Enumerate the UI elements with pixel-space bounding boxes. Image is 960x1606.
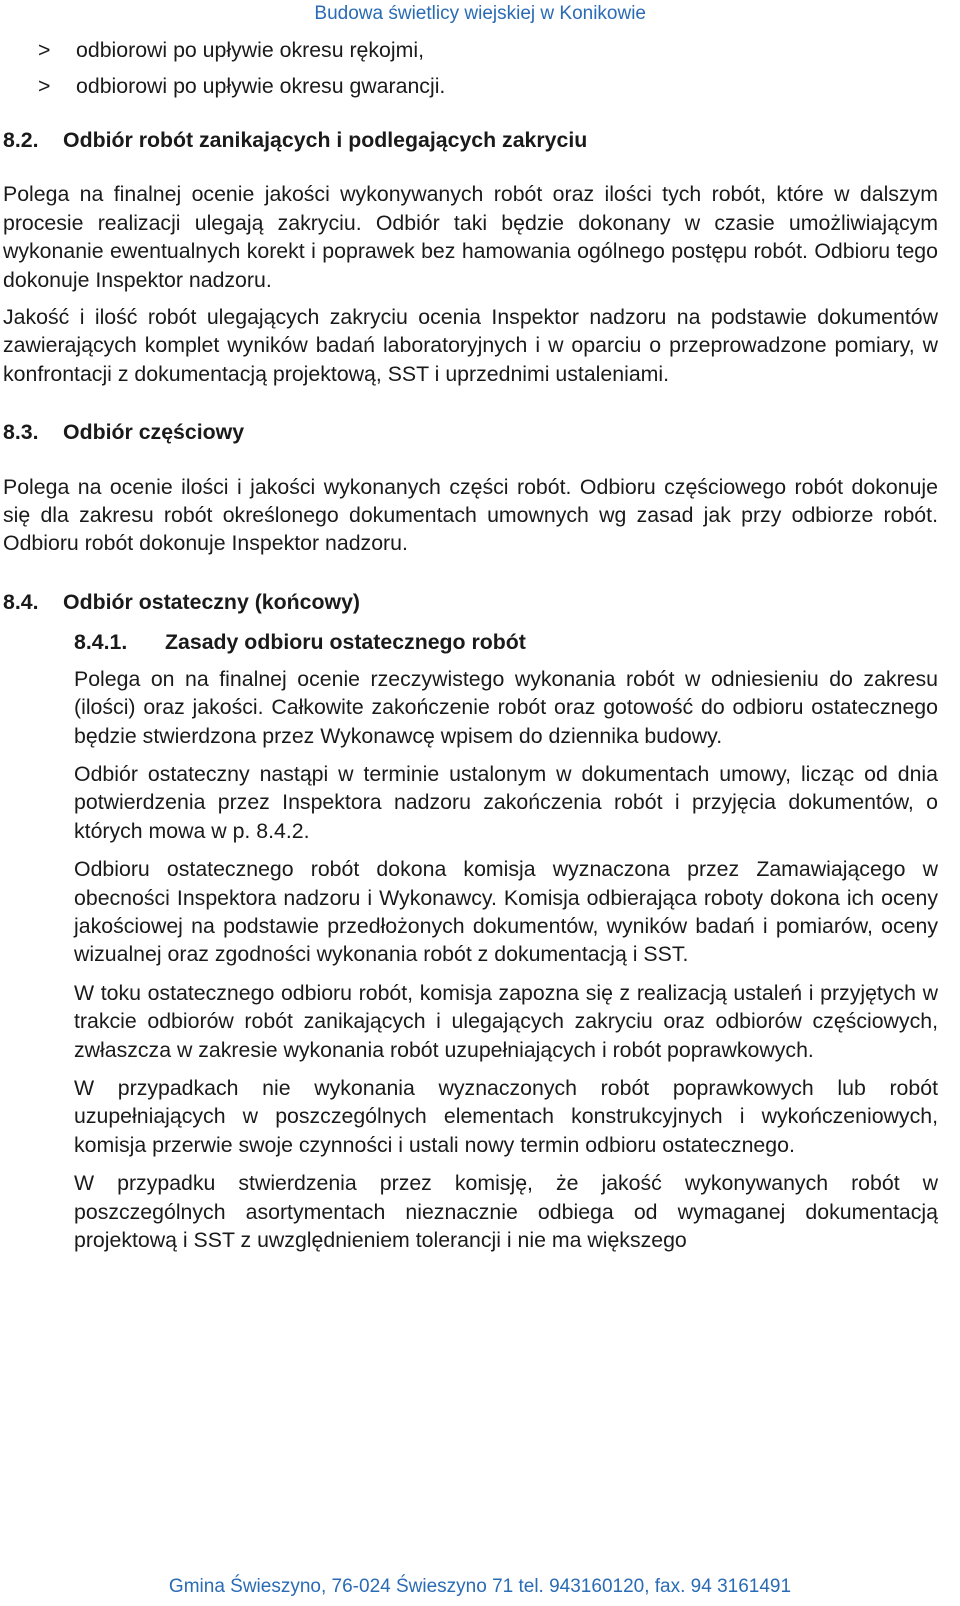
bullet-marker: >: [38, 38, 51, 62]
paragraph: W toku ostatecznego odbioru robót, komisja zapozna się z realizacją ustaleń i przyjętych w trakcie odbiorów robót zanikających i ulegających zakryciu oraz odbiorów częściowych, zwłaszcza w zakresie wykonania robót uzupełniających i robót poprawkowych.: [74, 980, 938, 1062]
section-heading: [3, 588, 938, 616]
section-number: 8.3.: [3, 420, 39, 445]
paragraph: Polega na ocenie ilości i jakości wykonanych części robót. Odbioru częściowego robót dokonuje się dla zakresu robót określonego dokumentach umownych wg zasad jak przy odbiorze robót. Odbioru robót dokonuje Inspektor nadzoru.: [3, 474, 938, 556]
list-item-text: odbiorowi po upływie okresu gwarancji.: [76, 74, 446, 98]
list-item: [3, 32, 938, 68]
document-body: [3, 32, 938, 1284]
paragraph: Odbioru ostatecznego robót dokona komisja wyznaczona przez Zamawiającego w obecności Inspektora nadzoru i Wykonawcy. Komisja odbierająca roboty dokona ich oceny jakościowej na podstawie przedłożonych dokumentów, wyników badań i pomiarów, oceny wizualnej oraz zgodności wykonania robót z dokumentacją i SST.: [74, 857, 938, 967]
bullet-marker: >: [38, 74, 51, 98]
paragraph: Jakość i ilość robót ulegających zakryciu ocenia Inspektor nadzoru na podstawie dokumentów zawierających komplet wyników badań laboratoryjnych i w oparciu o przeprowadzone pomiary, w konfrontacji z dokumentacją projektową, SST i uprzednimi ustaleniami.: [3, 305, 938, 386]
intro-bullet-list: [3, 32, 938, 104]
list-item-text: odbiorowi po upływie okresu rękojmi,: [76, 38, 425, 62]
subsection-title: Zasady odbioru ostatecznego robót: [165, 630, 526, 655]
subsection-heading: [74, 628, 938, 656]
section-title: Odbiór częściowy: [63, 420, 245, 445]
subsection-number: 8.4.1.: [74, 630, 128, 655]
section-number: 8.4.: [3, 589, 39, 614]
section-title: Odbiór ostateczny (końcowy): [63, 589, 361, 614]
section-heading: [3, 126, 938, 154]
subsection-body: [3, 665, 938, 1255]
paragraph: W przypadkach nie wykonania wyznaczonych robót poprawkowych lub robót uzupełniających w poszczególnych elementach konstrukcyjnych i wykończeniowych, komisja przerwie swoje czynności i ustali nowy termin odbioru ostatecznego.: [74, 1075, 938, 1157]
list-item: [3, 68, 938, 104]
paragraph: Polega na finalnej ocenie jakości wykonywanych robót oraz ilości tych robót, które w dalszym procesie realizacji ulegają zakryciu. Odbiór taki będzie dokonany w czasie umożliwiającym wykonanie ewentualnych korekt i poprawek bez hamowania ogólnego postępu robót. Odbioru tego dokonuje Inspektor nadzoru.: [3, 182, 938, 292]
paragraph: Odbiór ostateczny nastąpi w terminie ustalonym w dokumentach umowy, licząc od dnia potwierdzenia przez Inspektora nadzoru zakończenia robót i przyjęcia dokumentów, o których mowa w p. 8.4.2.: [74, 761, 938, 843]
section-8-3: [3, 418, 938, 558]
section-title: Odbiór robót zanikających i podlegających zakryciu: [63, 128, 588, 152]
section-8-2: [3, 126, 938, 388]
paragraph: Polega on na finalnej ocenie rzeczywistego wykonania robót w odniesieniu do zakresu (ilości) oraz jakości. Całkowite zakończenie robót oraz gotowość do odbioru ostatecznego będzie stwierdzona przez Wykonawcę wpisem do dziennika budowy.: [74, 666, 938, 748]
page-footer: Gmina Świeszyno, 76-024 Świeszyno 71 tel. 943160120, fax. 94 3161491: [168, 1576, 792, 1597]
section-number: 8.2.: [3, 128, 39, 152]
section-8-4: [3, 588, 938, 1255]
paragraph: W przypadku stwierdzenia przez komisję, że jakość wykonywanych robót w poszczególnych asortymentach nieznacznie odbiega od wymaganej dokumentacją projektową i SST z uwzględnieniem tolerancji i nie ma większego: [74, 1171, 938, 1252]
page-header: Budowa świetlicy wiejskiej w Konikowie: [314, 3, 646, 24]
section-heading: [3, 418, 938, 446]
